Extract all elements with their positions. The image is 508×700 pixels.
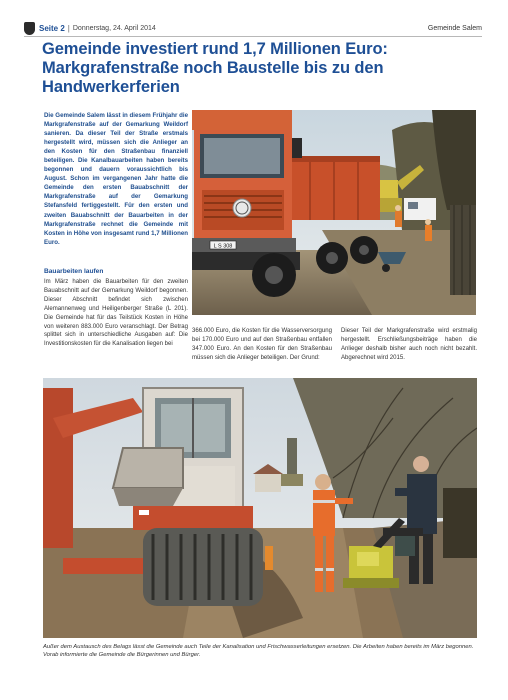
body-column-1: Im März haben die Bauarbeiten für den zweiten Bauabschnitt auf der Gemarkung Weildorf begonnen. Dieser Abschnitt befindet sich zwischen Alemannenweg und Heiligenberger Straße (L 201). Die Gemeinde hat für das Teilstück Kosten in Höhe von weiteren 883.000 Euro veranschlagt. Der Betrag splittet sich in unterschiedliche Ausgaben auf: Die Investitionskosten für die Kanalisation liegen bei xyxy=(44,279,188,348)
header-separator: | xyxy=(67,23,70,33)
municipal-crest-icon xyxy=(24,22,35,35)
excavator-workers-photo xyxy=(43,378,477,638)
article-headline xyxy=(42,40,482,97)
headline-line-3: Handwerkerferien xyxy=(42,78,180,96)
article-lead: Die Gemeinde Salem lässt in diesem Frühjahr die Markgrafenstraße auf der Gemarkung Weildorf sanieren. Da dieser Teil der Straße erstmals hergestellt wird, müssen sich die Anlieger an den Kosten für den Straßenbau finanziell beteiligen. Die Kanalbauarbeiten haben bereits begonnen und dauern voraussichtlich bis August. Schon im vergangenen Jahr hatte die Gemeinde den ersten Bauabschnitt der Markgrafenstraße auf der Gemarkung Stefansfeld fertiggestellt. Für den ersten und zweiten Bauabschnitt der Bauarbeiten in der Markgrafenstraße rechnet die Gemeinde mit Kosten in Höhe von insgesamt rund 1,7 Millionen Euro. xyxy=(44,112,188,246)
truck-construction-photo xyxy=(192,110,476,315)
truck-photo-illustration xyxy=(192,110,476,315)
section-subheading: Bauarbeiten laufen xyxy=(44,268,104,275)
body-column-3: Dieser Teil der Markgrafenstraße wird erstmalig hergestellt. Erschließungsbeiträge haben die Anlieger deshalb bisher auch noch nicht bezahlt. Abgerechnet wird 2015. xyxy=(341,328,477,361)
issue-date: Donnerstag, 24. April 2014 xyxy=(72,24,156,32)
license-plate-text: L S 308 xyxy=(213,243,233,250)
publisher-name: Gemeinde Salem xyxy=(427,24,482,32)
photo-caption: Außer dem Austausch des Belags lässt die Gemeinde auch Teile der Kanalisation und Frischwasserleitungen ersetzen. Die Arbeiten haben bereits im März begonnen. Vorab informierte die Gemeinde die Bürgerinnen und Bürger. xyxy=(43,644,474,659)
page-header xyxy=(24,21,482,35)
header-rule xyxy=(24,36,482,37)
headline-line-1: Gemeinde investiert rund 1,7 Millionen Euro: xyxy=(42,40,388,58)
page-number: Seite 2 xyxy=(39,23,65,33)
headline-line-2: Markgrafenstraße noch Baustelle bis zu den xyxy=(42,59,384,77)
body-column-2: 366.000 Euro, die Kosten für die Wasserversorgung bei 170.000 Euro und auf den Straßenbau entfallen 347.000 Euro. An den Kosten für den Straßenbau müssen sich die Anlieger beteiligen. Der Grund: xyxy=(192,328,332,361)
excavator-photo-illustration xyxy=(43,378,477,638)
